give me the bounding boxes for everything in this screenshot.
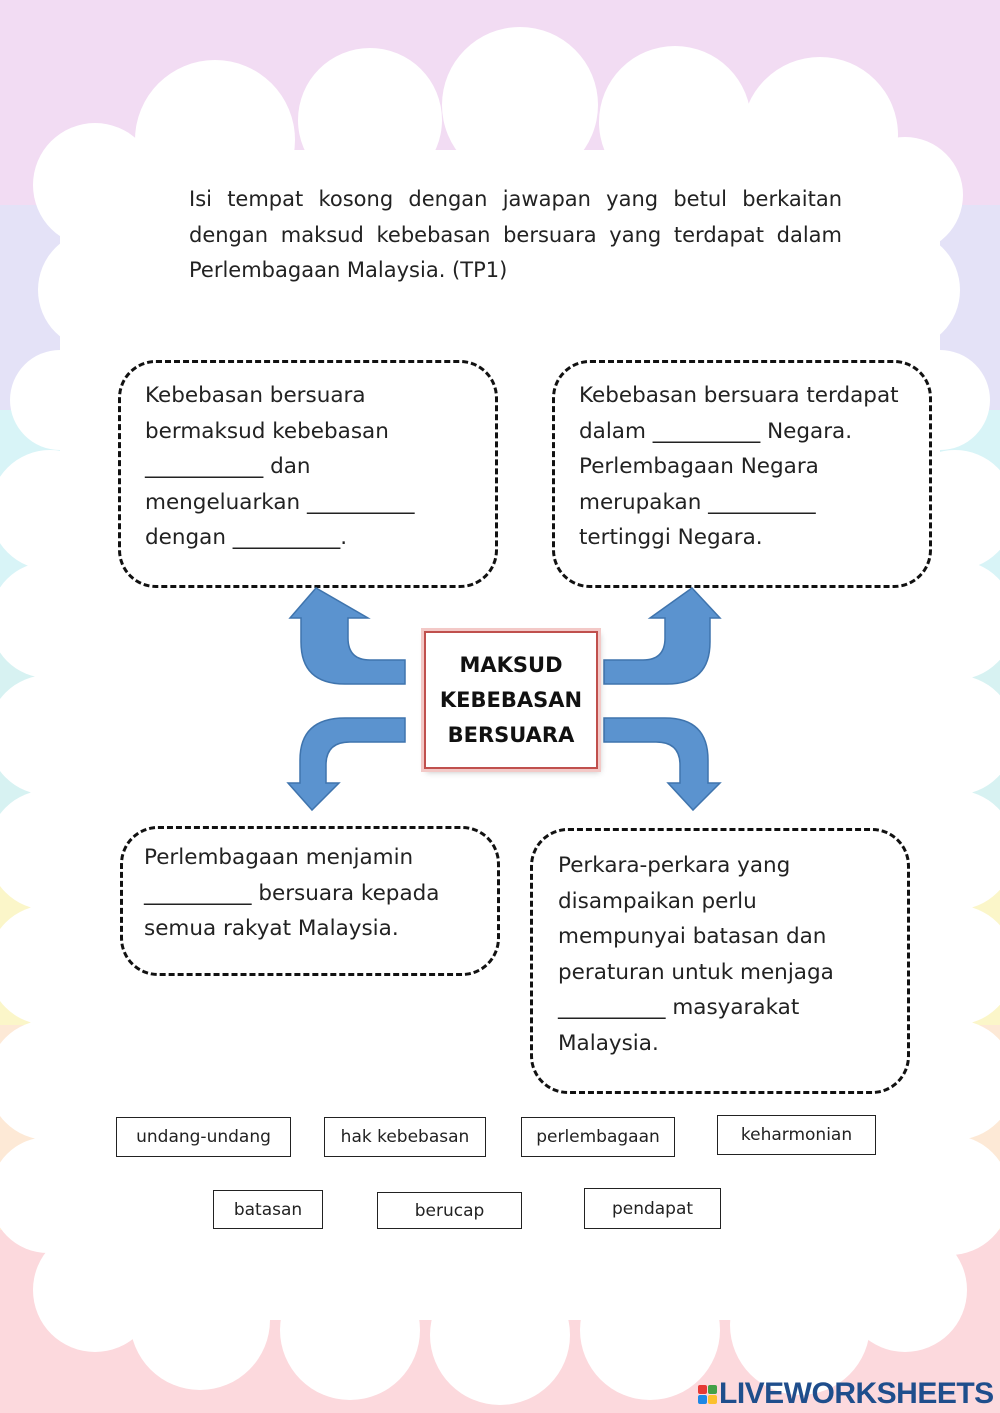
- arrow-up-left: [290, 588, 405, 684]
- word-keharmonian[interactable]: keharmonian: [717, 1115, 876, 1155]
- word-batasan[interactable]: batasan: [213, 1190, 323, 1229]
- arrow-down-right: [604, 718, 720, 810]
- word-berucap[interactable]: berucap: [377, 1192, 522, 1229]
- word-hak-kebebasan[interactable]: hak kebebasan: [324, 1117, 486, 1157]
- logo-text: LIVEWORKSHEETS: [719, 1377, 994, 1410]
- center-title-line-1: MAKSUD: [459, 652, 563, 677]
- center-title-line-3: BERSUARA: [447, 722, 575, 747]
- box-top-right-text: Kebebasan bersuara terdapat dalam __________ Negara. Perlembagaan Negara merupakan __________ tertinggi Negara.: [579, 383, 899, 550]
- arrow-up-right: [604, 588, 720, 684]
- center-title-box: [424, 631, 598, 769]
- word-undang-undang[interactable]: undang-undang: [116, 1117, 291, 1157]
- arrow-down-left: [288, 718, 405, 810]
- word-perlembagaan[interactable]: perlembagaan: [521, 1117, 675, 1157]
- instruction-text: Isi tempat kosong dengan jawapan yang betul berkaitan dengan maksud kebebasan bersuara yang terdapat dalam Perlembagaan Malaysia. (TP1): [189, 187, 842, 282]
- liveworksheets-logo[interactable]: [698, 1377, 994, 1411]
- word-pendapat[interactable]: pendapat: [584, 1188, 721, 1229]
- box-bottom-right-text: Perkara-perkara yang disampaikan perlu mempunyai batasan dan peraturan untuk menjaga __________ masyarakat Malaysia.: [558, 853, 834, 1056]
- box-bottom-left-text: Perlembagaan menjamin __________ bersuara kepada semua rakyat Malaysia.: [144, 845, 440, 941]
- logo-squares-icon: [698, 1385, 717, 1404]
- box-top-left-text: Kebebasan bersuara bermaksud kebebasan ___________ dan mengeluarkan __________ dengan __________.: [145, 383, 415, 550]
- center-title-line-2: KEBEBASAN: [439, 687, 583, 712]
